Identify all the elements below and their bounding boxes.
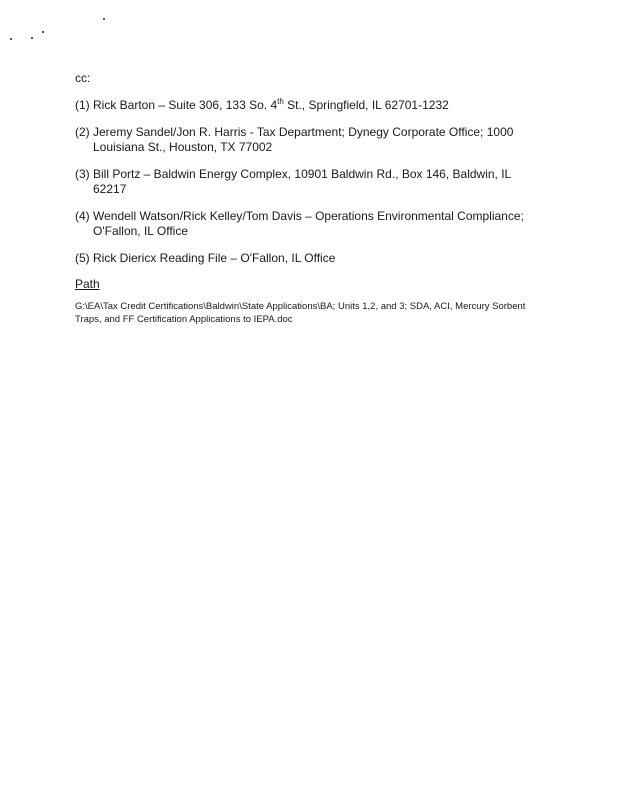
distribution-item-1 (75, 98, 545, 113)
distribution-item-4 (75, 209, 545, 239)
distribution-item-3 (75, 167, 545, 197)
file-path: G:\EA\Tax Credit Certifications\Baldwin\State Applications\BA; Units 1,2, and 3; SDA, ACI, Mercury Sorbent Traps, and FF Certification Applications to IEPA.doc (75, 301, 526, 325)
distribution-list (75, 98, 545, 266)
scan-speck (31, 37, 33, 39)
scan-speck (103, 18, 105, 20)
distribution-item-text: Bill Portz – Baldwin Energy Complex, 10901 Baldwin Rd., Box 146, Baldwin, IL 62217 (93, 167, 511, 196)
distribution-item-text (93, 98, 545, 113)
scan-speck (10, 38, 12, 40)
distribution-item-text: Rick Diericx Reading File – O'Fallon, IL Office (93, 251, 336, 265)
path-label: Path (75, 277, 100, 291)
distribution-item-number: (1) (75, 98, 90, 112)
distribution-item-text: Jeremy Sandel/Jon R. Harris - Tax Department; Dynegy Corporate Office; 1000 Louisiana St., Houston, TX 77002 (93, 125, 514, 154)
scan-speck (42, 31, 44, 33)
distribution-item-number: (3) (75, 167, 90, 181)
distribution-item-2 (75, 125, 545, 155)
distribution-item-text: Wendell Watson/Rick Kelley/Tom Davis – Operations Environmental Compliance; O'Fallon, IL Office (93, 209, 524, 238)
distribution-item-text-main: Rick Barton – Suite 306, 133 So. 4 (93, 98, 278, 112)
cc-label: cc: (75, 71, 91, 85)
distribution-item-number: (4) (75, 209, 90, 223)
ordinal-suffix: th (277, 97, 284, 106)
distribution-item-number: (5) (75, 251, 90, 265)
distribution-item-text-rest: St., Springfield, IL 62701-1232 (283, 98, 449, 112)
document-body (75, 70, 545, 326)
distribution-item-number: (2) (75, 125, 90, 139)
distribution-item-5 (75, 251, 545, 266)
